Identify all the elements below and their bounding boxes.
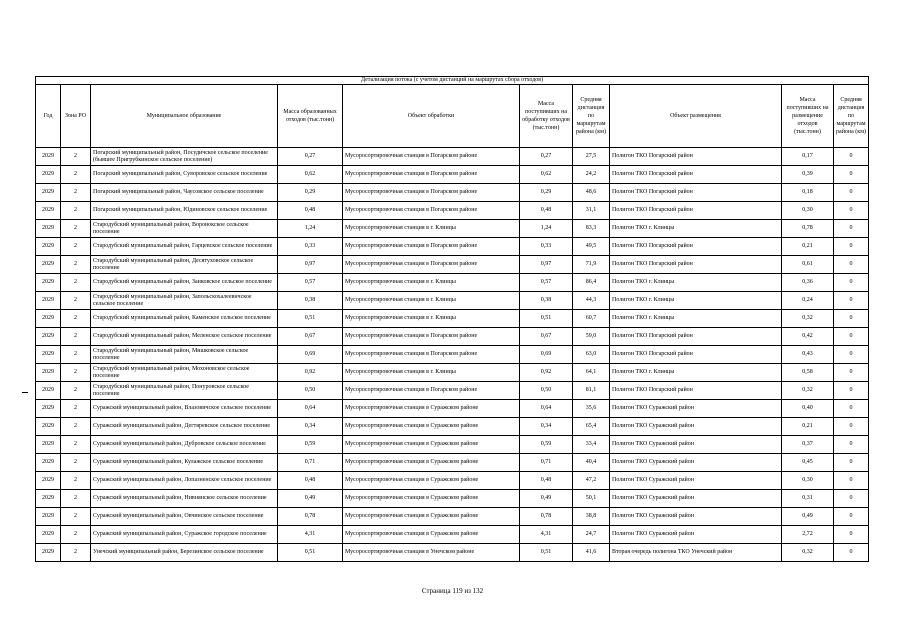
cell-mass-to-processing: 0,48	[520, 202, 573, 220]
cell-avg-distance: 33,4	[573, 436, 610, 454]
cell-mass-to-disposal: 0,39	[782, 166, 834, 184]
cell-mass-to-disposal: 0,78	[782, 220, 834, 238]
cell-processing-object: Мусоросортировочная станция в Суражском районе	[343, 526, 520, 544]
cell-year: 2029	[36, 328, 61, 346]
cell-mass-to-disposal: 0,30	[782, 202, 834, 220]
table-row	[36, 472, 869, 490]
cell-zone: 2	[61, 436, 91, 454]
table-row	[36, 292, 869, 310]
cell-zone: 2	[61, 238, 91, 256]
cell-municipality: Погарский муниципальный район, Юдиновское сельское поселение	[91, 202, 278, 220]
header-year: Год	[36, 85, 61, 148]
cell-processing-object: Мусоросортировочная станция в Погарском районе	[343, 148, 520, 166]
cell-mass-to-disposal: 0,21	[782, 418, 834, 436]
cell-disposal-object: Вторая очередь полигона ТКО Унечский район	[610, 544, 782, 562]
header-avg-distance-routes: Средняя дистанция по маршрутам района (км)	[834, 85, 869, 148]
cell-mass-formed: 0,71	[278, 454, 343, 472]
cell-year: 2029	[36, 184, 61, 202]
header-disposal-object: Объект размещения	[610, 85, 782, 148]
cell-disposal-object: Полигон ТКО Погарский район	[610, 238, 782, 256]
cell-mass-to-processing: 0,97	[520, 256, 573, 274]
cell-disposal-object: Полигон ТКО Погарский район	[610, 382, 782, 400]
cell-avg-distance: 38,8	[573, 508, 610, 526]
cell-avg-distance-routes: 0	[834, 436, 869, 454]
cell-zone: 2	[61, 418, 91, 436]
cell-mass-formed: 0,27	[278, 148, 343, 166]
cell-year: 2029	[36, 274, 61, 292]
cell-processing-object: Мусоросортировочная станция в Суражском районе	[343, 436, 520, 454]
cell-avg-distance-routes: 0	[834, 256, 869, 274]
cell-mass-to-disposal: 0,40	[782, 400, 834, 418]
cell-processing-object: Мусоросортировочная станция в Суражском районе	[343, 508, 520, 526]
cell-processing-object: Мусоросортировочная станция в Суражском районе	[343, 400, 520, 418]
cell-year: 2029	[36, 400, 61, 418]
table-row	[36, 436, 869, 454]
cell-mass-to-disposal: 0,37	[782, 436, 834, 454]
cell-zone: 2	[61, 382, 91, 400]
cell-mass-formed: 0,48	[278, 202, 343, 220]
header-municipality: Муниципальное образование	[91, 85, 278, 148]
cell-zone: 2	[61, 526, 91, 544]
cell-avg-distance-routes: 0	[834, 400, 869, 418]
cell-disposal-object: Полигон ТКО Погарский район	[610, 346, 782, 364]
cell-municipality: Стародубский муниципальный район, Мохоновское сельское поселение	[91, 364, 278, 382]
cell-processing-object: Мусоросортировочная станция в Погарском районе	[343, 256, 520, 274]
cell-year: 2029	[36, 364, 61, 382]
cell-mass-to-processing: 0,67	[520, 328, 573, 346]
cell-disposal-object: Полигон ТКО Погарский район	[610, 166, 782, 184]
cell-processing-object: Мусоросортировочная станция в Погарском районе	[343, 328, 520, 346]
header-mass-to-processing: Масса поступивших на обработку отходов (тыс.тонн)	[520, 85, 573, 148]
cell-avg-distance: 49,5	[573, 238, 610, 256]
waste-flow-table	[35, 76, 869, 562]
cell-municipality: Суражский муниципальный район, Влазовичское сельское поселение	[91, 400, 278, 418]
cell-zone: 2	[61, 202, 91, 220]
header-mass-to-disposal: Масса поступивших на размещение отходов (тыс.тонн)	[782, 85, 834, 148]
cell-mass-to-disposal: 0,42	[782, 328, 834, 346]
cell-year: 2029	[36, 166, 61, 184]
cell-zone: 2	[61, 400, 91, 418]
cell-zone: 2	[61, 364, 91, 382]
cell-mass-to-processing: 0,48	[520, 472, 573, 490]
cell-disposal-object: Полигон ТКО Погарский район	[610, 184, 782, 202]
cell-disposal-object: Полигон ТКО г. Клинцы	[610, 220, 782, 238]
cell-year: 2029	[36, 472, 61, 490]
cell-avg-distance-routes: 0	[834, 544, 869, 562]
cell-municipality: Стародубский муниципальный район, Гарцевское сельское поселение	[91, 238, 278, 256]
cell-mass-formed: 4,31	[278, 526, 343, 544]
cell-year: 2029	[36, 202, 61, 220]
cell-mass-to-processing: 0,29	[520, 184, 573, 202]
cell-mass-to-processing: 0,59	[520, 436, 573, 454]
cell-avg-distance: 31,1	[573, 202, 610, 220]
cell-municipality: Суражский муниципальный район, Нивнянское сельское поселение	[91, 490, 278, 508]
cell-mass-to-processing: 0,51	[520, 310, 573, 328]
cell-avg-distance: 50,1	[573, 490, 610, 508]
cell-processing-object: Мусоросортировочная станция в г. Клинцы	[343, 274, 520, 292]
cell-zone: 2	[61, 328, 91, 346]
cell-year: 2029	[36, 310, 61, 328]
cell-processing-object: Мусоросортировочная станция в Погарском районе	[343, 382, 520, 400]
cell-mass-formed: 1,24	[278, 220, 343, 238]
cell-zone: 2	[61, 184, 91, 202]
cell-mass-to-processing: 0,71	[520, 454, 573, 472]
cell-avg-distance-routes: 0	[834, 526, 869, 544]
cell-mass-to-disposal: 0,43	[782, 346, 834, 364]
cell-avg-distance: 65,4	[573, 418, 610, 436]
cell-avg-distance-routes: 0	[834, 328, 869, 346]
table-row	[36, 166, 869, 184]
cell-processing-object: Мусоросортировочная станция в Суражском районе	[343, 418, 520, 436]
cell-disposal-object: Полигон ТКО Погарский район	[610, 256, 782, 274]
table-row	[36, 256, 869, 274]
cell-avg-distance: 48,6	[573, 184, 610, 202]
cell-mass-to-processing: 0,49	[520, 490, 573, 508]
cell-processing-object: Мусоросортировочная станция в Погарском районе	[343, 202, 520, 220]
cell-mass-to-disposal: 0,49	[782, 508, 834, 526]
table-row	[36, 328, 869, 346]
cell-municipality: Суражский муниципальный район, Дегтяревское сельское поселение	[91, 418, 278, 436]
cell-mass-to-processing: 1,24	[520, 220, 573, 238]
table-row	[36, 526, 869, 544]
table-row	[36, 454, 869, 472]
cell-mass-to-processing: 0,57	[520, 274, 573, 292]
table-row	[36, 274, 869, 292]
cell-avg-distance-routes: 0	[834, 490, 869, 508]
cell-avg-distance-routes: 0	[834, 454, 869, 472]
cell-avg-distance: 86,4	[573, 274, 610, 292]
cell-disposal-object: Полигон ТКО Суражский район	[610, 508, 782, 526]
cell-municipality: Стародубский муниципальный район, Воронокское сельское поселение	[91, 220, 278, 238]
cell-mass-to-disposal: 0,17	[782, 148, 834, 166]
cell-zone: 2	[61, 454, 91, 472]
cell-mass-formed: 0,92	[278, 364, 343, 382]
cell-mass-to-disposal: 0,18	[782, 184, 834, 202]
cell-municipality: Стародубский муниципальный район, Меленское сельское поселение	[91, 328, 278, 346]
table-row	[36, 418, 869, 436]
cell-municipality: Погарский муниципальный район, Чаусовское сельское поселение	[91, 184, 278, 202]
cell-avg-distance: 83,3	[573, 220, 610, 238]
cell-avg-distance-routes: 0	[834, 238, 869, 256]
cell-disposal-object: Полигон ТКО Погарский район	[610, 328, 782, 346]
cell-zone: 2	[61, 508, 91, 526]
page-footer: Страница 119 из 132	[421, 587, 484, 595]
cell-avg-distance-routes: 0	[834, 346, 869, 364]
cell-zone: 2	[61, 292, 91, 310]
cell-municipality: Суражский муниципальный район, Овчинское сельское поселение	[91, 508, 278, 526]
cell-year: 2029	[36, 454, 61, 472]
table-caption: Детализация потока (с учетом дистанций на маршрутах сбора отходов)	[36, 77, 869, 85]
cell-avg-distance-routes: 0	[834, 166, 869, 184]
cell-zone: 2	[61, 256, 91, 274]
cell-mass-to-processing: 0,34	[520, 418, 573, 436]
table-row	[36, 400, 869, 418]
cell-processing-object: Мусоросортировочная станция в Суражском районе	[343, 454, 520, 472]
table-row	[36, 220, 869, 238]
cell-zone: 2	[61, 472, 91, 490]
cell-year: 2029	[36, 292, 61, 310]
cell-mass-formed: 0,57	[278, 274, 343, 292]
cell-disposal-object: Полигон ТКО Суражский район	[610, 472, 782, 490]
cell-avg-distance-routes: 0	[834, 508, 869, 526]
cell-mass-to-disposal: 0,30	[782, 472, 834, 490]
cell-avg-distance: 63,0	[573, 346, 610, 364]
cell-municipality: Суражский муниципальный район, Дубровское сельское поселение	[91, 436, 278, 454]
cell-mass-formed: 0,49	[278, 490, 343, 508]
cell-mass-to-processing: 0,92	[520, 364, 573, 382]
cell-mass-to-processing: 0,27	[520, 148, 573, 166]
cell-year: 2029	[36, 436, 61, 454]
cell-mass-formed: 0,69	[278, 346, 343, 364]
cell-disposal-object: Полигон ТКО г. Клинцы	[610, 364, 782, 382]
cell-mass-to-disposal: 0,21	[782, 238, 834, 256]
cell-mass-to-processing: 0,51	[520, 544, 573, 562]
cell-mass-to-processing: 4,31	[520, 526, 573, 544]
cell-disposal-object: Полигон ТКО Суражский район	[610, 454, 782, 472]
cell-year: 2029	[36, 508, 61, 526]
table-row	[36, 490, 869, 508]
cell-municipality: Стародубский муниципальный район, Понуровское сельское поселение	[91, 382, 278, 400]
cell-municipality: Погарский муниципальный район, Посудичское сельское поселение (бывшее Пригрубкинское сельское поселение)	[91, 148, 278, 166]
cell-disposal-object: Полигон ТКО Суражский район	[610, 526, 782, 544]
cell-mass-to-processing: 0,38	[520, 292, 573, 310]
table-row	[36, 202, 869, 220]
cell-avg-distance-routes: 0	[834, 472, 869, 490]
header-zone: Зона РО	[61, 85, 91, 148]
cell-municipality: Стародубский муниципальный район, Занковское сельское поселение	[91, 274, 278, 292]
cell-zone: 2	[61, 274, 91, 292]
cell-processing-object: Мусоросортировочная станция в г. Клинцы	[343, 220, 520, 238]
cell-disposal-object: Полигон ТКО Погарский район	[610, 148, 782, 166]
margin-mark	[22, 392, 28, 393]
cell-avg-distance: 44,3	[573, 292, 610, 310]
cell-mass-formed: 0,51	[278, 544, 343, 562]
cell-zone: 2	[61, 346, 91, 364]
cell-municipality: Стародубский муниципальный район, Мишковское сельское поселение	[91, 346, 278, 364]
cell-avg-distance: 24,2	[573, 166, 610, 184]
cell-mass-to-disposal: 0,36	[782, 274, 834, 292]
cell-disposal-object: Полигон ТКО Суражский район	[610, 400, 782, 418]
cell-disposal-object: Полигон ТКО Суражский район	[610, 436, 782, 454]
cell-mass-to-disposal: 0,58	[782, 364, 834, 382]
table-body	[36, 148, 869, 562]
cell-mass-to-processing: 0,62	[520, 166, 573, 184]
header-processing-object: Объект обработки	[343, 85, 520, 148]
table-row	[36, 508, 869, 526]
cell-mass-to-processing: 0,69	[520, 346, 573, 364]
data-sheet	[35, 76, 868, 562]
cell-avg-distance-routes: 0	[834, 292, 869, 310]
cell-avg-distance-routes: 0	[834, 310, 869, 328]
header-avg-distance: Средняя дистанция по маршрутам района (км)	[573, 85, 610, 148]
cell-processing-object: Мусоросортировочная станция в г. Клинцы	[343, 310, 520, 328]
cell-zone: 2	[61, 490, 91, 508]
cell-year: 2029	[36, 382, 61, 400]
cell-avg-distance-routes: 0	[834, 274, 869, 292]
cell-municipality: Унечский муниципальный район, Березинское сельское поселение	[91, 544, 278, 562]
cell-avg-distance: 41,6	[573, 544, 610, 562]
cell-year: 2029	[36, 544, 61, 562]
cell-avg-distance: 47,2	[573, 472, 610, 490]
cell-avg-distance: 40,4	[573, 454, 610, 472]
table-row	[36, 364, 869, 382]
cell-mass-formed: 0,51	[278, 310, 343, 328]
table-row	[36, 544, 869, 562]
cell-mass-formed: 0,29	[278, 184, 343, 202]
cell-disposal-object: Полигон ТКО Погарский район	[610, 202, 782, 220]
cell-processing-object: Мусоросортировочная станция в г. Клинцы	[343, 364, 520, 382]
cell-mass-formed: 0,64	[278, 400, 343, 418]
cell-mass-to-processing: 0,64	[520, 400, 573, 418]
cell-year: 2029	[36, 490, 61, 508]
cell-avg-distance: 35,6	[573, 400, 610, 418]
cell-avg-distance: 64,1	[573, 364, 610, 382]
cell-year: 2029	[36, 256, 61, 274]
cell-mass-formed: 0,97	[278, 256, 343, 274]
cell-mass-to-disposal: 0,24	[782, 292, 834, 310]
cell-zone: 2	[61, 544, 91, 562]
cell-avg-distance-routes: 0	[834, 148, 869, 166]
cell-mass-formed: 0,67	[278, 328, 343, 346]
cell-mass-to-disposal: 0,32	[782, 382, 834, 400]
cell-year: 2029	[36, 238, 61, 256]
cell-avg-distance: 81,1	[573, 382, 610, 400]
cell-avg-distance: 60,7	[573, 310, 610, 328]
cell-mass-formed: 0,33	[278, 238, 343, 256]
cell-processing-object: Мусоросортировочная станция в Суражском районе	[343, 490, 520, 508]
cell-mass-formed: 0,50	[278, 382, 343, 400]
cell-mass-to-disposal: 2,72	[782, 526, 834, 544]
cell-mass-to-disposal: 0,45	[782, 454, 834, 472]
cell-zone: 2	[61, 148, 91, 166]
cell-mass-formed: 0,34	[278, 418, 343, 436]
cell-mass-to-disposal: 0,61	[782, 256, 834, 274]
cell-municipality: Суражский муниципальный район, Лопазненское сельское поселение	[91, 472, 278, 490]
cell-avg-distance-routes: 0	[834, 418, 869, 436]
cell-zone: 2	[61, 220, 91, 238]
cell-avg-distance: 59,0	[573, 328, 610, 346]
cell-zone: 2	[61, 310, 91, 328]
cell-avg-distance-routes: 0	[834, 202, 869, 220]
cell-avg-distance-routes: 0	[834, 220, 869, 238]
cell-mass-formed: 0,38	[278, 292, 343, 310]
cell-avg-distance: 71,9	[573, 256, 610, 274]
cell-mass-formed: 0,48	[278, 472, 343, 490]
cell-disposal-object: Полигон ТКО Суражский район	[610, 490, 782, 508]
cell-year: 2029	[36, 346, 61, 364]
table-row	[36, 238, 869, 256]
cell-zone: 2	[61, 166, 91, 184]
cell-processing-object: Мусоросортировочная станция в г. Клинцы	[343, 292, 520, 310]
cell-mass-formed: 0,78	[278, 508, 343, 526]
cell-municipality: Стародубский муниципальный район, Запольскохалеевичское сельское поселение	[91, 292, 278, 310]
table-row	[36, 382, 869, 400]
cell-municipality: Суражский муниципальный район, Кулажское сельское поселение	[91, 454, 278, 472]
table-row	[36, 346, 869, 364]
cell-mass-to-disposal: 0,31	[782, 490, 834, 508]
cell-mass-formed: 0,59	[278, 436, 343, 454]
cell-disposal-object: Полигон ТКО Суражский район	[610, 418, 782, 436]
cell-processing-object: Мусоросортировочная станция в Погарском районе	[343, 238, 520, 256]
cell-processing-object: Мусоросортировочная станция в Погарском районе	[343, 184, 520, 202]
cell-disposal-object: Полигон ТКО г. Клинцы	[610, 274, 782, 292]
cell-year: 2029	[36, 526, 61, 544]
cell-municipality: Стародубский муниципальный район, Десятуховское сельское поселение	[91, 256, 278, 274]
cell-mass-formed: 0,62	[278, 166, 343, 184]
cell-avg-distance-routes: 0	[834, 364, 869, 382]
cell-avg-distance: 24,7	[573, 526, 610, 544]
cell-mass-to-disposal: 0,32	[782, 310, 834, 328]
table-row	[36, 310, 869, 328]
cell-year: 2029	[36, 220, 61, 238]
cell-avg-distance-routes: 0	[834, 382, 869, 400]
cell-processing-object: Мусоросортировочная станция в Погарском районе	[343, 346, 520, 364]
cell-disposal-object: Полигон ТКО г. Клинцы	[610, 292, 782, 310]
table-row	[36, 184, 869, 202]
cell-disposal-object: Полигон ТКО г. Клинцы	[610, 310, 782, 328]
cell-year: 2029	[36, 148, 61, 166]
cell-processing-object: Мусоросортировочная станция в Унечском районе	[343, 544, 520, 562]
cell-processing-object: Мусоросортировочная станция в Погарском районе	[343, 166, 520, 184]
cell-avg-distance-routes: 0	[834, 184, 869, 202]
cell-mass-to-disposal: 0,32	[782, 544, 834, 562]
cell-avg-distance: 27,5	[573, 148, 610, 166]
cell-municipality: Стародубский муниципальный район, Каменское сельское поселение	[91, 310, 278, 328]
cell-mass-to-processing: 0,78	[520, 508, 573, 526]
header-mass-formed: Масса образованных отходов (тыс.тонн)	[278, 85, 343, 148]
cell-mass-to-processing: 0,50	[520, 382, 573, 400]
table-head	[36, 77, 869, 148]
cell-mass-to-processing: 0,33	[520, 238, 573, 256]
cell-municipality: Суражский муниципальный район, Суражское городское поселение	[91, 526, 278, 544]
cell-municipality: Погарский муниципальный район, Суворовское сельское поселение	[91, 166, 278, 184]
table-row	[36, 148, 869, 166]
cell-year: 2029	[36, 418, 61, 436]
cell-processing-object: Мусоросортировочная станция в Суражском районе	[343, 472, 520, 490]
